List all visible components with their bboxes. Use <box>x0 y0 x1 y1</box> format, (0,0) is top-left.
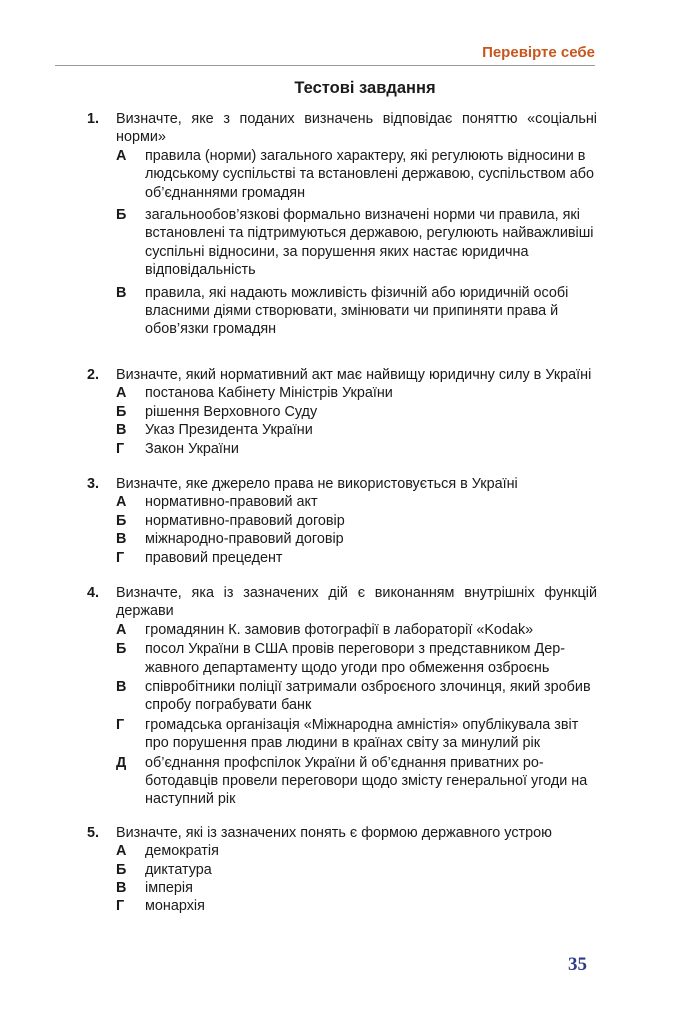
question-2 <box>87 366 597 458</box>
option-letter: А <box>116 494 127 511</box>
answer-option-h <box>116 716 597 753</box>
option-letter: А <box>116 385 127 402</box>
option-text: демократія <box>145 843 219 860</box>
option-letter: Г <box>116 549 125 566</box>
answer-option-d <box>116 754 597 809</box>
question-1 <box>87 110 597 339</box>
option-text: постанова Кабінету Міністрів України <box>145 385 393 402</box>
answer-option-b <box>116 861 597 879</box>
option-letter: Г <box>116 716 125 733</box>
question-text: Визначте, яке джерело права не використовується в Україні <box>116 475 518 492</box>
question-number: 1. <box>87 111 100 127</box>
question-number: 2. <box>87 366 100 383</box>
question-text: Визначте, які із зазначених понять є формою державного устрою <box>116 824 552 841</box>
page-header <box>55 38 595 66</box>
option-text: диктатура <box>145 861 212 878</box>
answer-option-v <box>116 530 597 548</box>
option-text: загальнообов’язкові формально визначені норми чи правила, які встановлені та підтримуються державою, регулюють найважливіші суспільні відносини, за порушення яких настає юридична відповідальність <box>145 207 594 279</box>
option-text: правила, які надають можливість фізичній або юридичній особі власними діями створювати, змінювати чи припиняти права й обов’язки громадян <box>145 284 569 338</box>
option-letter: Д <box>116 754 127 771</box>
option-text: Закон України <box>145 440 239 457</box>
option-letter: Б <box>116 641 127 658</box>
answer-option-v <box>116 421 597 439</box>
option-letter: В <box>116 531 127 548</box>
option-letter: А <box>116 147 127 164</box>
answer-option-a <box>116 621 597 639</box>
question-5 <box>87 824 597 916</box>
option-text: імперія <box>145 880 193 897</box>
answer-option-a <box>116 493 597 511</box>
option-text: Указ Президента України <box>145 422 313 439</box>
option-text: правила (норми) загального характеру, які регулюють відносини в людському суспільстві та встановлені державою, суспільством або об’єднаннями громадян <box>145 147 594 201</box>
answer-options <box>116 621 597 809</box>
question-text: Визначте, яке з поданих визначень відповідає поняттю «соціальні норми» <box>116 111 597 146</box>
answer-option-v <box>116 879 597 897</box>
question-4 <box>87 584 597 809</box>
answer-options <box>116 384 597 458</box>
answer-option-h <box>116 440 597 458</box>
question-number: 3. <box>87 475 100 492</box>
answer-option-v <box>116 678 597 715</box>
answer-options <box>116 493 597 567</box>
answer-option-v <box>116 284 597 339</box>
option-letter: А <box>116 621 127 638</box>
option-text: монархія <box>145 898 205 915</box>
option-letter: Б <box>116 861 127 878</box>
option-letter: В <box>116 422 127 439</box>
question-list <box>87 110 597 916</box>
option-letter: Б <box>116 512 127 529</box>
answer-option-h <box>116 897 597 915</box>
page-number: 35 <box>568 954 587 975</box>
option-text: нормативно-правовий договір <box>145 512 345 529</box>
answer-option-a <box>116 842 597 860</box>
question-number: 4. <box>87 584 100 601</box>
option-text: співробітники поліції затримали озброєного злочинця, який зробив спробу пограбувати банк <box>145 678 591 714</box>
option-letter: Б <box>116 403 127 420</box>
option-letter: Б <box>116 207 127 224</box>
answer-options <box>116 842 597 916</box>
page-title: Тестові завдання <box>294 79 436 97</box>
option-letter: Г <box>116 440 125 457</box>
question-text: Визначте, який нормативний акт має найвищу юридичну силу в Україні <box>116 366 592 383</box>
option-letter: В <box>116 284 127 301</box>
option-text: міжнародно-правовий договір <box>145 531 344 548</box>
answer-option-b <box>116 403 597 421</box>
question-text: Визначте, яка із зазначених дій є виконанням внутрішніх функцій держави <box>116 584 597 620</box>
answer-option-a <box>116 384 597 402</box>
option-text: громадська організація «Міжнародна амністія» опублікувала звіт про порушення прав людини в країнах світу за минулий рік <box>145 716 579 752</box>
answer-option-b <box>116 206 597 280</box>
answer-option-b <box>116 640 597 677</box>
option-text: об’єднання профспілок України й об’єднання приватних роботодавців провели переговори щодо змісту генеральної угоди на наступний рік <box>145 754 588 808</box>
answer-option-a <box>116 147 597 202</box>
question-3 <box>87 475 597 567</box>
question-number: 5. <box>87 824 100 841</box>
answer-option-h <box>116 549 597 567</box>
option-text: громадянин К. замовив фотографії в лабораторії «Kodak» <box>145 621 534 638</box>
option-text: нормативно-правовий акт <box>145 494 318 511</box>
option-text: рішення Верховного Суду <box>145 403 318 420</box>
section-title: Перевірте себе <box>482 44 595 61</box>
answer-option-b <box>116 512 597 530</box>
answer-options <box>116 147 597 339</box>
option-letter: В <box>116 678 127 695</box>
option-letter: В <box>116 880 127 897</box>
option-text: посол України в США провів переговори з представником Державного департаменту щодо угоди про обмеження озброєнь <box>145 641 566 676</box>
option-letter: Г <box>116 898 125 915</box>
option-text: правовий прецедент <box>145 549 283 566</box>
option-letter: А <box>116 843 127 860</box>
